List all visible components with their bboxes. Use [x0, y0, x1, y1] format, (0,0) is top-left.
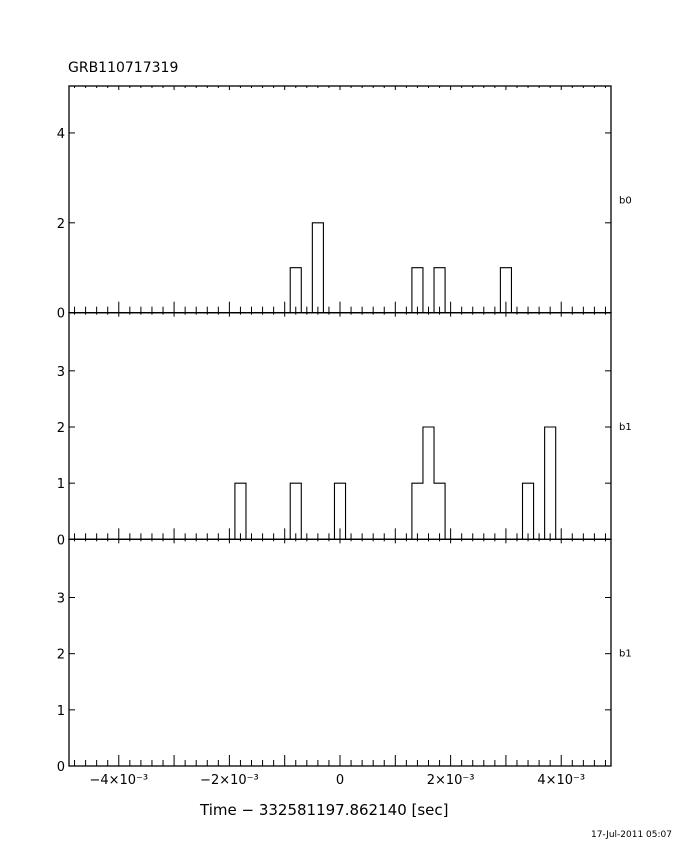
- y-tick-label: 1: [56, 703, 65, 719]
- histogram-b1: [69, 427, 611, 539]
- histogram-b0: [69, 223, 611, 313]
- y-tick-label: 4: [56, 126, 65, 142]
- panel-frame-b1: [69, 539, 611, 766]
- panel-frame-b0: [69, 86, 611, 313]
- x-tick-label: 2×10⁻³: [426, 773, 475, 788]
- y-tick-label: 1: [56, 477, 65, 493]
- x-tick-label: 4×10⁻³: [537, 773, 586, 788]
- x-axis-label: Time − 332581197.862140 [sec]: [200, 801, 449, 819]
- detector-label-b0: b0: [619, 195, 632, 207]
- y-tick-label: 0: [56, 533, 65, 549]
- y-tick-label: 2: [56, 216, 65, 232]
- panel-frame-b1: [69, 313, 611, 540]
- y-tick-label: 3: [56, 591, 65, 607]
- y-tick-label: 0: [56, 306, 65, 322]
- y-tick-label: 2: [56, 647, 65, 663]
- chart-title: GRB110717319: [68, 60, 179, 76]
- x-tick-label: −4×10⁻³: [89, 773, 149, 788]
- detector-label-b1: b1: [619, 648, 632, 660]
- y-tick-label: 2: [56, 421, 65, 436]
- x-tick-label: 0: [335, 773, 345, 788]
- detector-label-b1: b1: [619, 422, 632, 433]
- timestamp: 17-Jul-2011 05:07: [590, 830, 672, 840]
- y-tick-label: 0: [56, 760, 65, 775]
- y-tick-label: 3: [56, 364, 65, 380]
- x-tick-label: −2×10⁻³: [200, 773, 259, 788]
